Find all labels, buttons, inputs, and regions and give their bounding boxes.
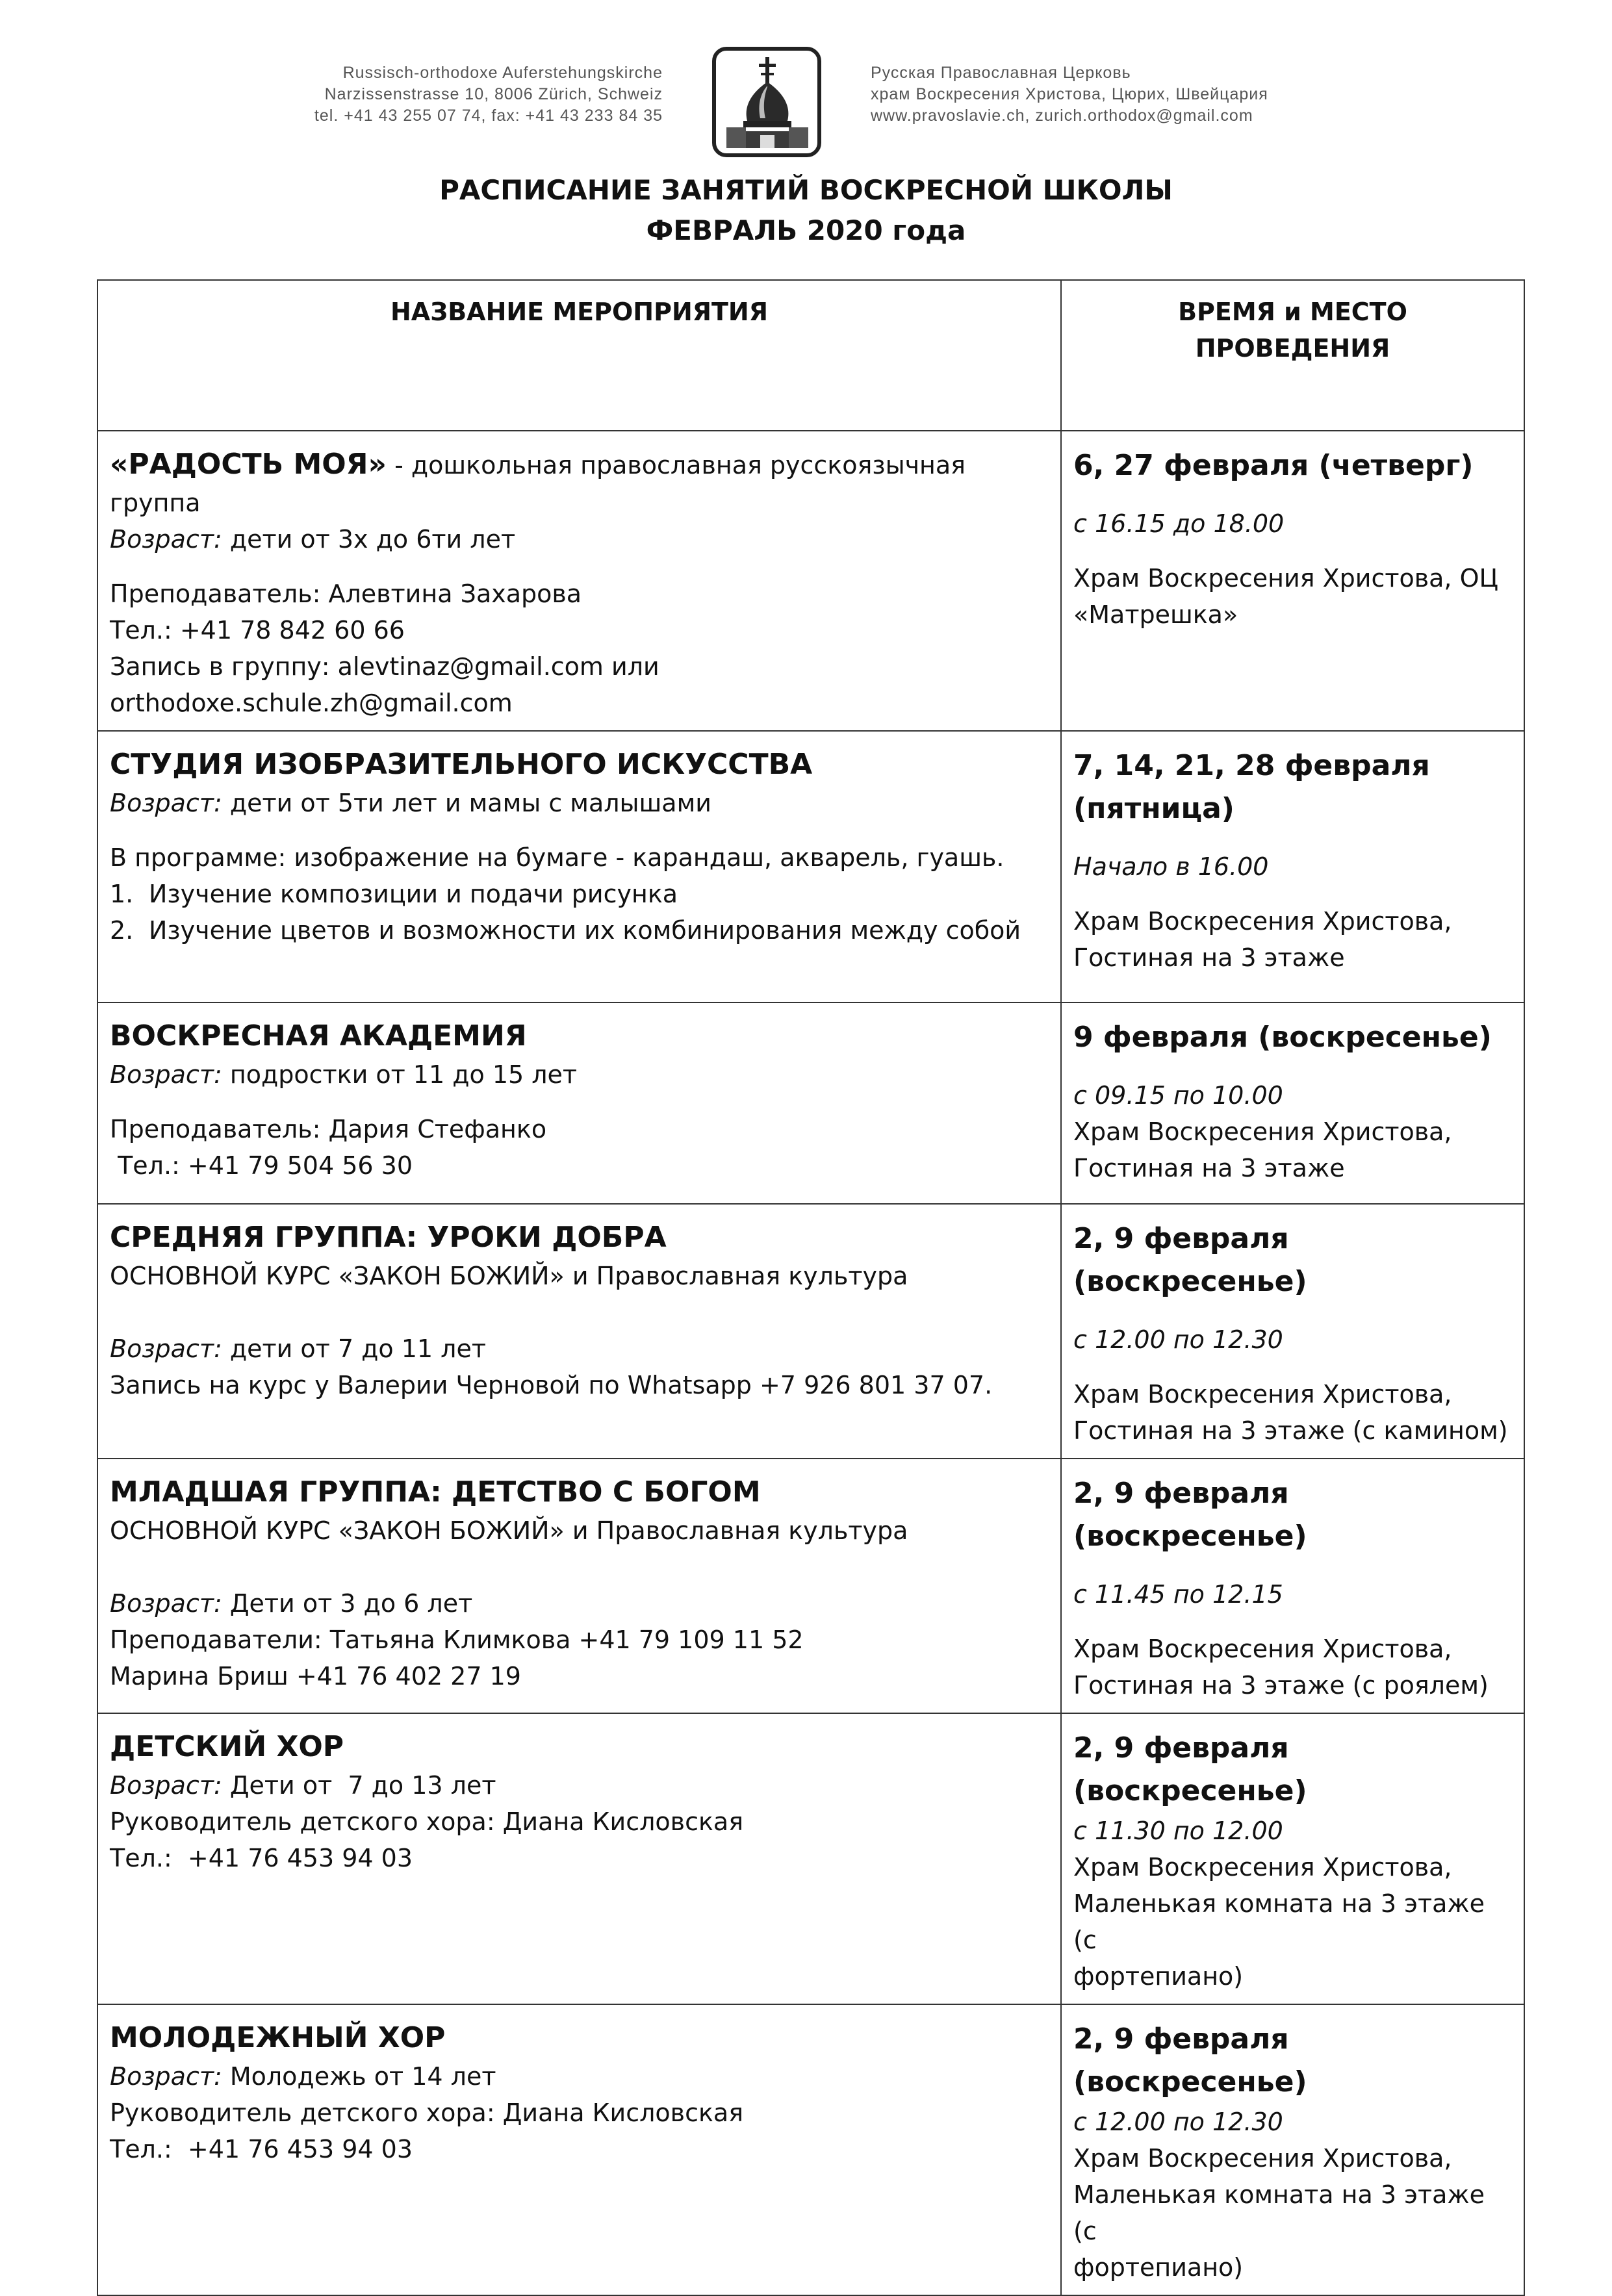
program-item-text: Изучение композиции и подачи рисунка xyxy=(149,880,678,908)
letterhead-church-name-ru: Русская Православная Церковь xyxy=(871,64,1131,82)
age-label: Возраст: xyxy=(110,1334,222,1363)
event-date: 9 февраля (воскресенье) xyxy=(1073,1021,1492,1054)
event-date: 2, 9 февраля (воскресенье) xyxy=(1073,1477,1307,1553)
event-age xyxy=(110,1056,1049,1093)
header-event-name: НАЗВАНИЕ МЕРОПРИЯТИЯ xyxy=(97,280,1061,431)
event-title: «РАДОСТЬ МОЯ» xyxy=(110,448,387,481)
event-place-line2: Маленькая комната на 3 этаже (с xyxy=(1073,1889,1485,1954)
event-time: Начало в 16.00 xyxy=(1073,852,1269,881)
event-place-line2: Гостиная на 3 этаже (с камином) xyxy=(1073,1416,1508,1445)
event-course: ОСНОВНОЙ КУРС «ЗАКОН БОЖИЙ» и Православная культура xyxy=(110,1262,908,1290)
title-line-2: ФЕВРАЛЬ 2020 года xyxy=(646,214,966,246)
age-label: Возраст: xyxy=(110,1060,222,1089)
church-dome-cross-icon xyxy=(720,53,815,152)
letterhead-german-address xyxy=(247,62,663,127)
table-row xyxy=(97,1204,1524,1459)
event-age xyxy=(110,2058,1049,2095)
letterhead-web-email: www.pravoslavie.ch, zurich.orthodox@gmail.com xyxy=(871,107,1253,125)
event-phone: Тел.: +41 78 842 60 66 xyxy=(110,616,405,644)
age-label: Возраст: xyxy=(110,1771,222,1800)
event-signup: Запись в группу: alevtinaz@gmail.com или orthodoxe.schule.zh@gmail.com xyxy=(110,652,659,717)
event-teacher: Преподаватели: Татьяна Климкова +41 79 109 11 52 xyxy=(110,1626,804,1654)
age-label: Возраст: xyxy=(110,525,222,554)
event-place-line1: Храм Воскресения Христова, xyxy=(1073,1117,1452,1146)
table-row xyxy=(97,1459,1524,1713)
event-title: МЛАДШАЯ ГРУППА: ДЕТСТВО С БОГОМ xyxy=(110,1475,761,1509)
event-place-line3: фортепиано) xyxy=(1073,1962,1244,1991)
event-place-line1: Храм Воскресения Христова, xyxy=(1073,907,1452,936)
event-teacher: Преподаватель: Алевтина Захарова xyxy=(110,580,582,608)
event-title-suffix: - дошкольная православная русскоязычная группа xyxy=(110,451,966,517)
time-place-cell xyxy=(1061,1204,1524,1459)
event-title: ДЕТСКИЙ ХОР xyxy=(110,1730,344,1763)
event-signup: Запись на курс у Валерии Черновой по Whatsapp +7 926 801 37 07. xyxy=(110,1371,993,1399)
header-time-place-line2: ПРОВЕДЕНИЯ xyxy=(1195,334,1390,363)
event-time: с 11.45 по 12.15 xyxy=(1073,1580,1283,1609)
table-row xyxy=(97,1713,1524,2004)
event-title: СТУДИЯ ИЗОБРАЗИТЕЛЬНОГО ИСКУССТВА xyxy=(110,748,813,781)
age-label: Возраст: xyxy=(110,1589,222,1618)
program-item xyxy=(110,912,1049,949)
event-place-line1: Храм Воскресения Христова, xyxy=(1073,1380,1452,1409)
event-place-line1: Храм Воскресения Христова, xyxy=(1073,1853,1452,1881)
event-age xyxy=(110,1585,1049,1622)
event-age xyxy=(110,1767,1049,1804)
event-date-line1: 7, 14, 21, 28 февраля xyxy=(1073,749,1430,782)
event-age xyxy=(110,785,1049,821)
letterhead xyxy=(0,0,1612,169)
time-place-cell xyxy=(1061,431,1524,731)
letterhead-street-de: Narzissenstrasse 10, 8006 Zürich, Schweiz xyxy=(324,85,663,103)
event-time: с 09.15 по 10.00 xyxy=(1073,1081,1283,1110)
event-date: 2, 9 февраля (воскресенье) xyxy=(1073,2022,1307,2098)
event-place-line2: Гостиная на 3 этаже xyxy=(1073,1154,1345,1182)
event-cell xyxy=(97,431,1061,731)
age-value: дети от 7 до 11 лет xyxy=(222,1334,486,1363)
schedule-table xyxy=(97,279,1525,2296)
event-cell xyxy=(97,731,1061,1002)
event-place-line2: Гостиная на 3 этаже (с роялем) xyxy=(1073,1671,1489,1700)
table-row xyxy=(97,2004,1524,2295)
event-place-line1: Храм Воскресения Христова, ОЦ xyxy=(1073,564,1498,593)
event-cell xyxy=(97,1713,1061,2004)
letterhead-temple-ru: храм Воскресения Христова, Цюрих, Швейцария xyxy=(871,85,1268,103)
event-teacher: Преподаватель: Дария Стефанко xyxy=(110,1115,547,1143)
letterhead-russian-address xyxy=(871,62,1364,127)
age-value: Дети от 3 до 6 лет xyxy=(222,1589,473,1618)
event-teacher: Руководитель детского хора: Диана Кисловская xyxy=(110,1807,744,1836)
event-cell xyxy=(97,1002,1061,1204)
event-place-line3: фортепиано) xyxy=(1073,2253,1244,2282)
church-logo xyxy=(712,47,821,157)
event-age xyxy=(110,1331,1049,1367)
event-title: ВОСКРЕСНАЯ АКАДЕМИЯ xyxy=(110,1019,527,1052)
event-course: ОСНОВНОЙ КУРС «ЗАКОН БОЖИЙ» и Православная культура xyxy=(110,1516,908,1545)
event-date-line2: (пятница) xyxy=(1073,792,1235,825)
event-title: СРЕДНЯЯ ГРУППА: УРОКИ ДОБРА xyxy=(110,1221,667,1254)
table-header-row xyxy=(97,280,1524,431)
event-date: 2, 9 февраля (воскресенье) xyxy=(1073,1222,1307,1298)
table-row xyxy=(97,1002,1524,1204)
age-value: Молодежь от 14 лет xyxy=(222,2062,496,2091)
program-item-text: Изучение цветов и возможности их комбинирования между собой xyxy=(149,916,1021,945)
program-item-number: 2. xyxy=(110,916,134,945)
time-place-cell xyxy=(1061,1459,1524,1713)
event-phone: Тел.: +41 76 453 94 03 xyxy=(110,2135,413,2163)
document-title xyxy=(0,170,1612,251)
event-date: 2, 9 февраля (воскресенье) xyxy=(1073,1731,1307,1807)
event-time: с 12.00 по 12.30 xyxy=(1073,2108,1283,2136)
time-place-cell xyxy=(1061,1713,1524,2004)
event-age xyxy=(110,521,1049,557)
event-place-line1: Храм Воскресения Христова, xyxy=(1073,2144,1452,2173)
event-phone: Тел.: +41 76 453 94 03 xyxy=(110,1844,413,1872)
event-cell xyxy=(97,2004,1061,2295)
event-place-line2: Маленькая комната на 3 этаже (с xyxy=(1073,2180,1485,2245)
event-cell xyxy=(97,1459,1061,1713)
age-label: Возраст: xyxy=(110,789,222,817)
age-value: подростки от 11 до 15 лет xyxy=(222,1060,578,1089)
age-value: Дети от 7 до 13 лет xyxy=(222,1771,496,1800)
header-time-place xyxy=(1061,280,1524,431)
program-item xyxy=(110,876,1049,912)
age-value: дети от 5ти лет и мамы с малышами xyxy=(222,789,711,817)
letterhead-phone-fax: tel. +41 43 255 07 74, fax: +41 43 233 84 35 xyxy=(314,107,663,125)
age-value: дети от 3х до 6ти лет xyxy=(222,525,516,554)
event-cell xyxy=(97,1204,1061,1459)
event-teacher-2: Марина Бриш +41 76 402 27 19 xyxy=(110,1662,521,1690)
event-title: МОЛОДЕЖНЫЙ ХОР xyxy=(110,2021,446,2054)
event-phone: Тел.: +41 79 504 56 30 xyxy=(110,1151,413,1180)
event-teacher: Руководитель детского хора: Диана Кисловская xyxy=(110,2098,744,2127)
event-place-line2: «Матрешка» xyxy=(1073,600,1238,629)
age-label: Возраст: xyxy=(110,2062,222,2091)
title-line-1: РАСПИСАНИЕ ЗАНЯТИЙ ВОСКРЕСНОЙ ШКОЛЫ xyxy=(439,174,1173,206)
time-place-cell xyxy=(1061,1002,1524,1204)
table-row xyxy=(97,731,1524,1002)
time-place-cell xyxy=(1061,731,1524,1002)
time-place-cell xyxy=(1061,2004,1524,2295)
event-title-line xyxy=(110,444,1049,521)
letterhead-church-name-de: Russisch-orthodoxe Auferstehungskirche xyxy=(342,64,663,82)
event-time: с 12.00 по 12.30 xyxy=(1073,1325,1283,1354)
event-program: В программе: изображение на бумаге - карандаш, акварель, гуашь. xyxy=(110,843,1004,872)
program-item-number: 1. xyxy=(110,880,134,908)
event-date: 6, 27 февраля (четверг) xyxy=(1073,449,1474,482)
header-time-place-line1: ВРЕМЯ и МЕСТО xyxy=(1178,298,1407,326)
event-place-line1: Храм Воскресения Христова, xyxy=(1073,1635,1452,1663)
event-time: с 11.30 по 12.00 xyxy=(1073,1817,1283,1845)
table-row xyxy=(97,431,1524,731)
event-time: с 16.15 до 18.00 xyxy=(1073,509,1285,538)
event-place-line2: Гостиная на 3 этаже xyxy=(1073,943,1345,972)
